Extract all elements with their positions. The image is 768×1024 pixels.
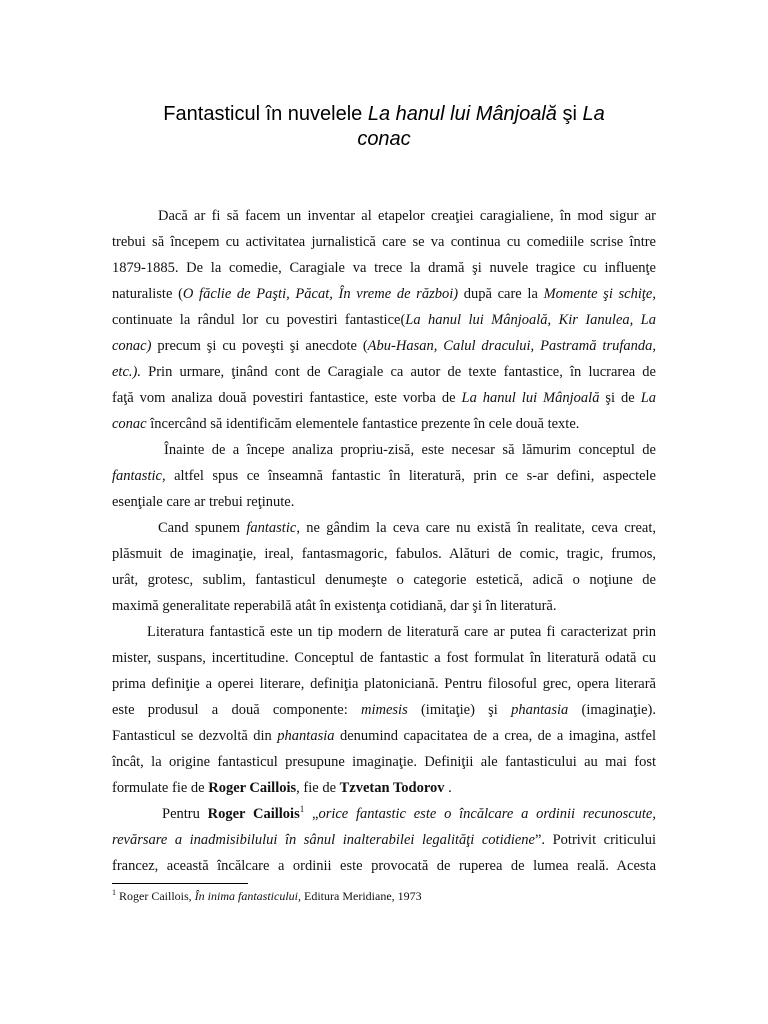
text-line: fantastic, altfel spus ce înseamnă fantastic în literatură, prin ce s-ar defini, aspectele — [112, 468, 656, 484]
text-line: încât, la origine fantasticul presupune imaginaţie. Definiţii ale fantasticului au mai fost — [112, 754, 656, 770]
text-line: conac) precum şi cu poveşti şi anecdote (Abu-Hasan, Calul dracului, Pastramă trufanda, — [112, 338, 656, 354]
footnote-book-title: În inima fantasticului, — [194, 889, 302, 903]
text-line: 1879-1885. De la comedie, Caragiale va trece la dramă şi nuvele tragice cu influenţe — [112, 260, 656, 276]
text-line: plăsmuit de imaginaţie, ireal, fantasmagoric, fabulos. Alături de comic, tragic, frumos, — [112, 546, 656, 562]
text-line: urât, grotesc, sublim, fantasticul denumeşte o categorie estetică, adică o noţiune de — [112, 572, 656, 588]
text-line: formulate fie de Roger Caillois, fie de Tzvetan Todorov . — [112, 780, 452, 796]
text-line: Înainte de a începe analiza propriu-zisă, este necesar să lămurim conceptul de — [164, 442, 656, 458]
text-line: maximă generalitate reperabilă atât în existenţa cotidiană, dar şi în literatură. — [112, 598, 557, 614]
footnote: $^1$ Roger Caillois, În inima fantasticului, Editura Meridiane, 1973 — [112, 888, 422, 903]
text-line: naturaliste (O făclie de Paşti, Păcat, În vreme de război) după care la Momente şi schiţe, — [112, 286, 656, 302]
paper-title — [100, 102, 668, 152]
text-line: Cand spunem fantastic, ne gândim la ceva care nu există în realitate, ceva creat, — [158, 520, 656, 536]
text-line: esenţiale care ar trebui reţinute. — [112, 494, 295, 510]
title-conjunction: şi — [556, 103, 583, 125]
text-line: mister, suspans, incertitudine. Conceptul de fantastic a fost formulat în literatură odată cu — [112, 650, 656, 666]
text-line: conac încercând să identificăm elementele fantastice prezente în cele două texte. — [112, 416, 580, 432]
text-line: faţă vom analiza două povestiri fantastice, este vorba de La hanul lui Mânjoală şi de La — [112, 390, 657, 406]
text-line: Literatura fantastică este un tip modern de literatură care ar putea fi caracterizat prin — [147, 624, 656, 640]
text-line: este produsul a două componente: mimesis (imitaţie) şi phantasia (imaginaţie). — [112, 702, 657, 718]
title-work-2a: La — [582, 103, 605, 125]
title-work-2b: conac — [357, 128, 411, 150]
text-line: prima definiţie a operei literare, definiţia platoniciană. Pentru filosoful grec, opera literară — [112, 676, 656, 692]
text-line: Pentru Roger Caillois$^1$ „orice fantastic este o încălcare a ordinii recunoscute, — [162, 804, 656, 822]
title-work-1: La hanul lui Mânjoală — [367, 103, 557, 125]
text-line: francez, această încălcare a ordinii este provocată de ruperea de lumea reală. Acesta — [112, 858, 656, 874]
text-line: etc.). Prin urmare, ţinând cont de Caragiale ca autor de texte fantastice, în lucrarea de — [112, 364, 656, 380]
title-text: Fantasticul în nuvelele — [163, 103, 368, 125]
text-line: trebui să începem cu activitatea jurnalistică care se va continua cu comediile scrise între — [112, 234, 656, 250]
text-line: Dacă ar fi să facem un inventar al etapelor creaţiei caragialiene, în mod sigur ar — [158, 208, 656, 224]
text-line: revărsare a inadmisibilului în sânul inalterabilei legalităţi cotidiene”. Potrivit criticului — [112, 832, 656, 848]
text-line: Fantasticul se dezvoltă din phantasia denumind capacitatea de a crea, de a imagina, astfel — [112, 728, 656, 744]
footnote-mark: 1 — [112, 888, 116, 897]
text-line: continuate la rândul lor cu povestiri fantastice(La hanul lui Mânjoală, Kir Ianulea, La — [112, 312, 656, 328]
footnote-divider — [112, 883, 248, 884]
footnote-ref: 1 — [299, 804, 305, 815]
